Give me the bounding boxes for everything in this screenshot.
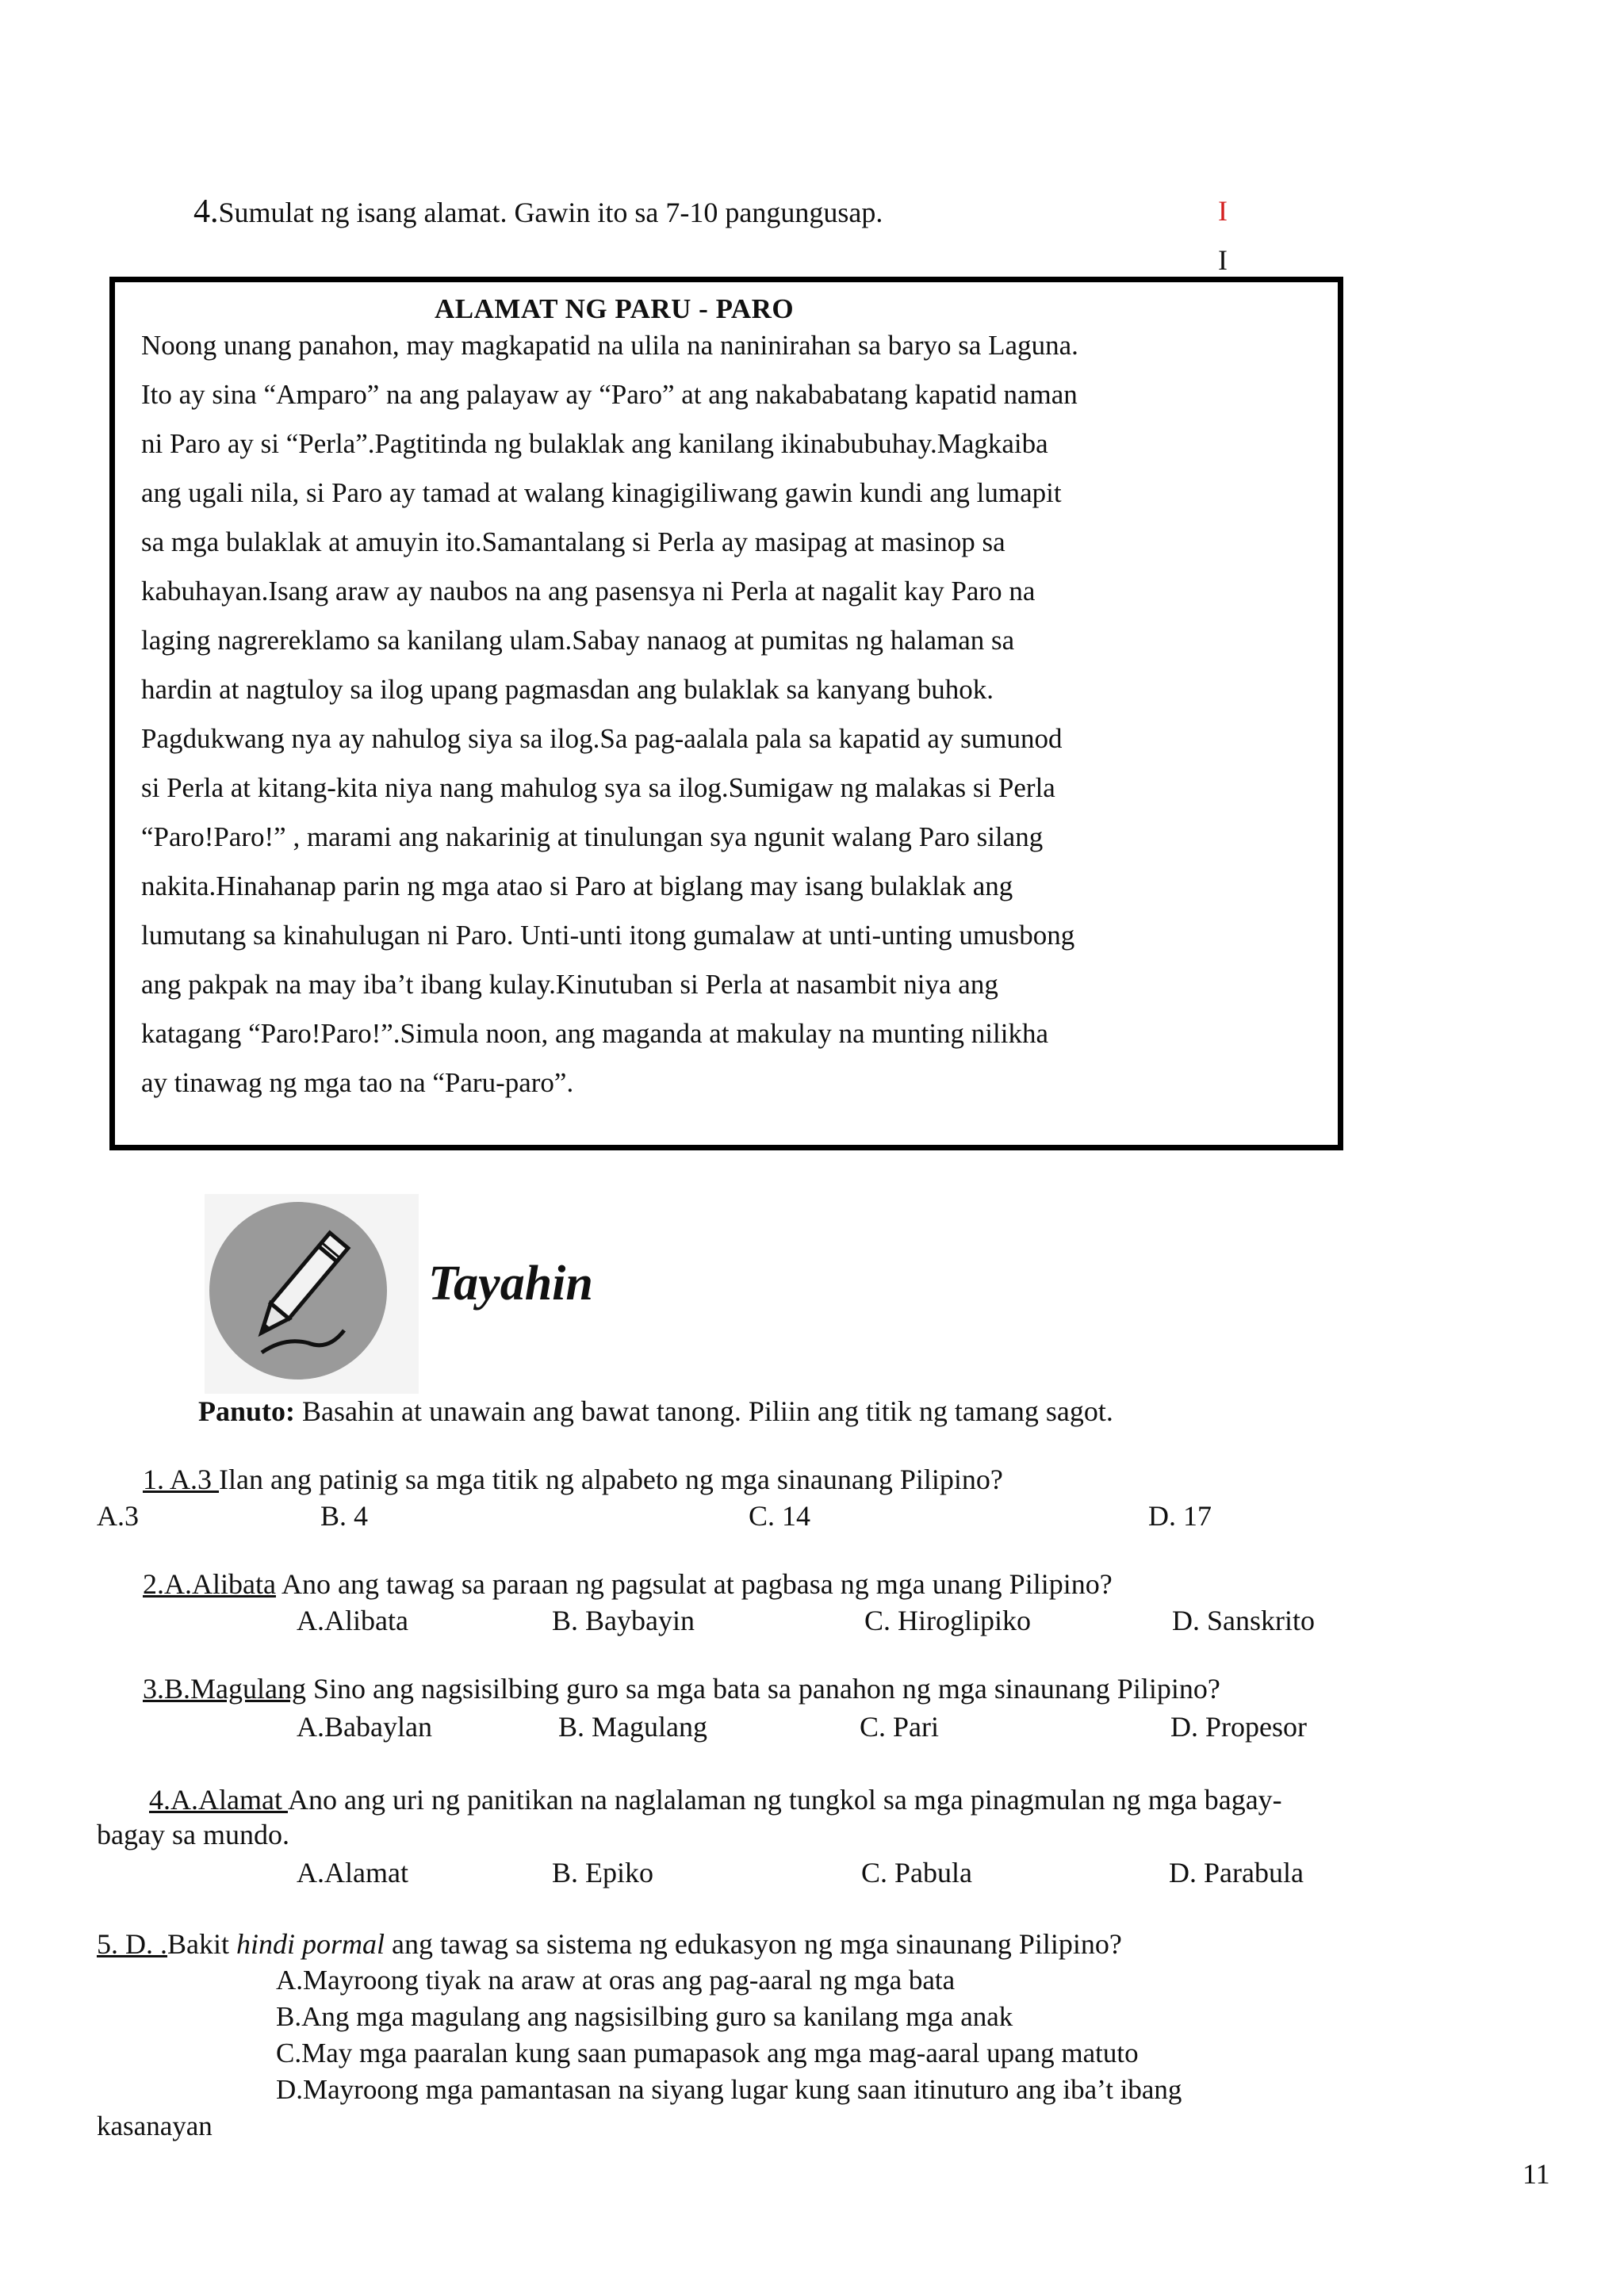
instructions-text: Basahin at unawain ang bawat tanong. Piliin ang titik ng tamang sagot. <box>295 1395 1113 1427</box>
choice: B.Ang mga magulang ang nagsisilbing guro sa kanilang mga anak <box>276 2001 1013 2032</box>
choice: D. 17 <box>1148 1500 1212 1532</box>
choice: A.3 <box>97 1500 139 1532</box>
choice: D. Parabula <box>1169 1857 1304 1888</box>
story-line: Ito ay sina “Amparo” na ang palayaw ay “Paro” at ang nakababatang kapatid naman <box>141 379 1078 410</box>
task-number: 4. <box>193 193 219 230</box>
question-text: Bakit <box>167 1928 236 1960</box>
story-title: ALAMAT NG PARU - PARO <box>435 293 795 324</box>
story-line: lumutang sa kinahulugan ni Paro. Unti-unti itong gumalaw at unti-unting umusbong <box>141 920 1075 951</box>
story-line: hardin at nagtuloy sa ilog upang pagmasdan ang bulaklak sa kanyang buhok. <box>141 674 994 705</box>
question-2 <box>143 1570 1113 1598</box>
answer-key: 4.A.Alamat <box>149 1784 288 1816</box>
page-number: 11 <box>1522 2158 1550 2190</box>
story-line: ang ugali nila, si Paro ay tamad at walang kinagigiliwang gawin kundi ang lumapit <box>141 477 1062 508</box>
choice: A.Alamat <box>297 1857 408 1888</box>
choice: C. Pari <box>860 1711 940 1743</box>
question-emphasis: hindi pormal <box>236 1928 385 1960</box>
answer-key: 3.B.Magulang <box>143 1673 306 1705</box>
question-4 <box>149 1785 1282 1814</box>
answer-key: 2.A.Alibata <box>143 1568 276 1600</box>
choice: B. Epiko <box>552 1857 654 1888</box>
choice: C.May mga paaralan kung saan pumapasok ang mga mag-aaral upang matuto <box>276 2038 1139 2068</box>
instructions-label: Panuto: <box>198 1395 296 1427</box>
task-text: Sumulat ng isang alamat. Gawin ito sa 7-10 pangungusap. <box>218 197 883 228</box>
choice: D. Propesor <box>1170 1711 1307 1743</box>
choice: C. Hiroglipiko <box>864 1605 1032 1636</box>
question-text: Ano ang uri ng panitikan na naglalaman ng tungkol sa mga pinagmulan ng mga bagay- <box>287 1784 1282 1816</box>
story-line: Noong unang panahon, may magkapatid na ulila na naninirahan sa baryo sa Laguna. <box>141 330 1078 361</box>
story-line: si Perla at kitang-kita niya nang mahulog sya sa ilog.Sumigaw ng malakas si Perla <box>141 772 1055 803</box>
question-1 <box>143 1465 1003 1494</box>
choice-continuation: kasanayan <box>97 2110 213 2141</box>
question-5 <box>97 1930 1122 1958</box>
choice: B. Baybayin <box>552 1605 695 1636</box>
question-text: Sino ang nagsisilbing guro sa mga bata sa panahon ng mga sinaunang Pilipino? <box>305 1673 1220 1705</box>
story-line: nakita.Hinahanap parin ng mga atao si Paro at biglang may isang bulaklak ang <box>141 871 1013 901</box>
story-line: “Paro!Paro!” , marami ang nakarinig at tinulungan sya ngunit walang Paro silang <box>141 821 1044 852</box>
choice: A.Mayroong tiyak na araw at oras ang pag-aaral ng mga bata <box>276 1965 956 1996</box>
choice: D.Mayroong mga pamantasan na siyang lugar kung saan itinuturo ang iba’t ibang <box>276 2074 1182 2105</box>
choice: B. 4 <box>320 1500 369 1532</box>
choice: C. Pabula <box>861 1857 972 1888</box>
question-continuation: bagay sa mundo. <box>97 1819 289 1850</box>
story-line: laging nagrereklamo sa kanilang ulam.Sabay nanaog at pumitas ng halaman sa <box>141 625 1015 656</box>
task-line <box>193 195 883 228</box>
choice: C. 14 <box>749 1500 811 1532</box>
margin-marker-red: I <box>1218 195 1228 227</box>
section-title: Tayahin <box>428 1257 593 1311</box>
instructions <box>198 1397 1113 1425</box>
question-text: ang tawag sa sistema ng edukasyon ng mga sinaunang Pilipino? <box>385 1928 1122 1960</box>
story-line: katagang “Paro!Paro!”.Simula noon, ang maganda at makulay na munting nilikha <box>141 1018 1048 1049</box>
story-line: ay tinawag ng mga tao na “Paru-paro”. <box>141 1067 574 1098</box>
question-3 <box>143 1674 1220 1703</box>
choice: A.Alibata <box>297 1605 408 1636</box>
story-line: ni Paro ay si “Perla”.Pagtitinda ng bulaklak ang kanilang ikinabubuhay.Magkaiba <box>141 428 1048 459</box>
story-line: ang pakpak na may iba’t ibang kulay.Kinutuban si Perla at nasambit niya ang <box>141 969 998 1000</box>
choice: A.Babaylan <box>297 1711 432 1743</box>
choice: B. Magulang <box>558 1711 707 1743</box>
pencil-icon <box>209 1202 387 1380</box>
answer-key: 5. D. . <box>97 1928 167 1960</box>
story-line: sa mga bulaklak at amuyin ito.Samantalang si Perla ay masipag at masinop sa <box>141 526 1005 557</box>
answer-key: 1. A.3 <box>143 1464 220 1495</box>
question-text: Ano ang tawag sa paraan ng pagsulat at pagbasa ng mga unang Pilipino? <box>275 1568 1113 1600</box>
story-line: Pagdukwang nya ay nahulog siya sa ilog.Sa pag-aalala pala sa kapatid ay sumunod <box>141 723 1063 754</box>
choice: D. Sanskrito <box>1172 1605 1315 1636</box>
question-text: Ilan ang patinig sa mga titik ng alpabeto ng mga sinaunang Pilipino? <box>219 1464 1003 1495</box>
story-line: kabuhayan.Isang araw ay naubos na ang pasensya ni Perla at nagalit kay Paro na <box>141 576 1036 607</box>
margin-marker: I <box>1218 244 1228 276</box>
